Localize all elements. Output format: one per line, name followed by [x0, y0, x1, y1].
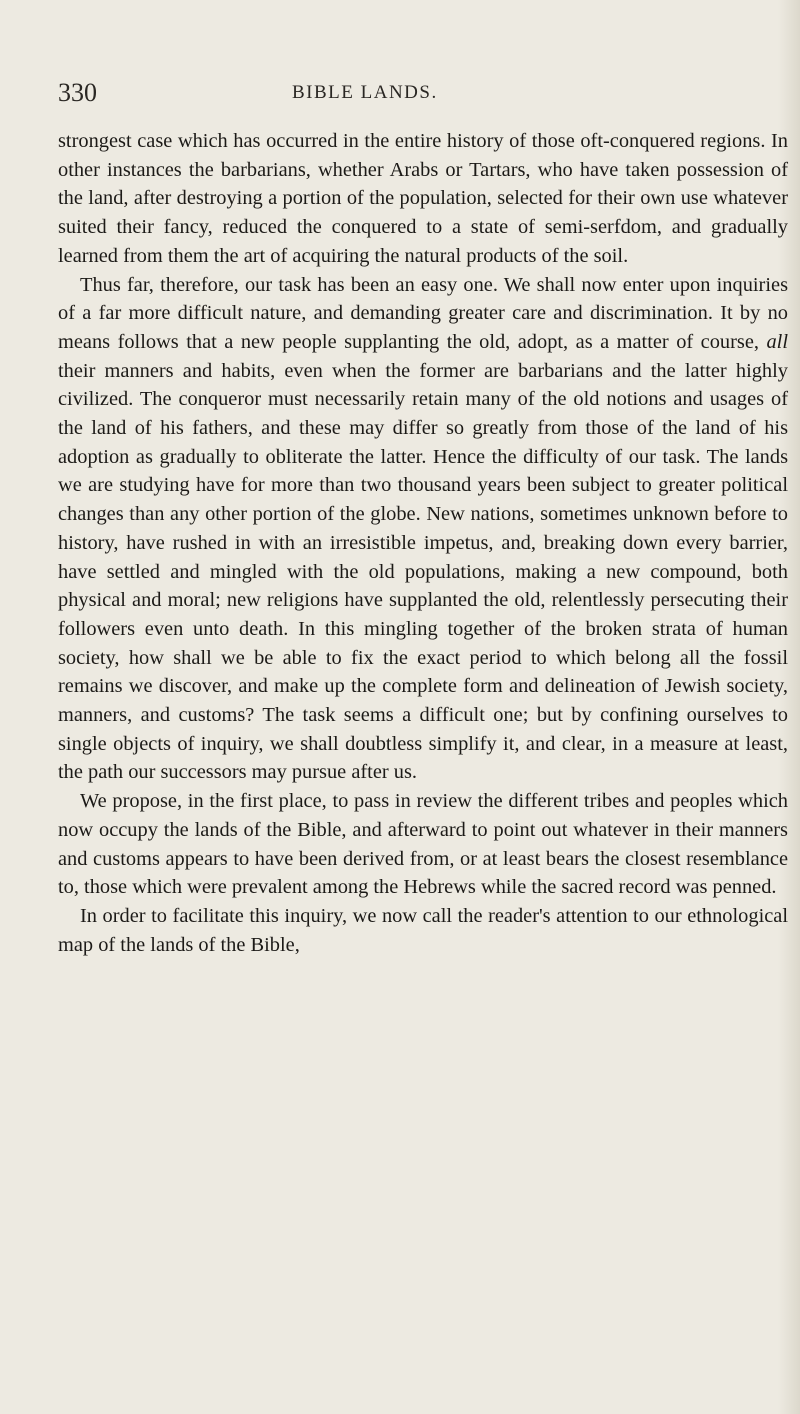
- paragraph-text: strongest case which has occurred in the entire history of those oft-conquered regions. In other instances the barbarians, whether Arabs or Tartars, who have taken possession of the land, after destroying a portion of the population, selected for their own use whatever suited their fancy, reduced the conquered to a state of semi-serfdom, and gradually learned from them the art of acquiring the natural products of the soil.: [58, 130, 788, 267]
- paragraph: [58, 787, 788, 902]
- paragraph-text: their manners and habits, even when the former are barbarians and the latter highly civilized. The conqueror must necessarily retain many of the old notions and usages of the land of his fathers, and these may differ so greatly from those of the land of his adoption as gradually to obliterate the latter. Hence the difficulty of our task. The lands we are studying have for more than two thousand years been subject to greater political changes than any other portion of the globe. New nations, sometimes unknown before to history, have rushed in with an irresistible impetus, and, breaking down every barrier, have settled and mingled with the old populations, making a new compound, both physical and moral; new religions have supplanted the old, relentlessly persecuting their followers even unto death. In this mingling together of the broken strata of human society, how shall we be able to fix the exact period to which belong all the fossil remains we discover, and make up the complete form and delineation of Jewish society, manners, and customs? The task seems a difficult one; but by confining ourselves to single objects of inquiry, we shall doubtless simplify it, and clear, in a measure at least, the path our successors may pursue after us.: [58, 359, 788, 784]
- body-text: [58, 127, 788, 959]
- paragraph: [58, 127, 788, 271]
- paragraph-text: In order to facilitate this inquiry, we now call the reader's attention to our ethnological map of the lands of the Bible,: [58, 904, 788, 956]
- paragraph: [58, 271, 788, 788]
- page-header: [58, 78, 758, 114]
- paragraph: [58, 902, 788, 959]
- paragraph-text: Thus far, therefore, our task has been an easy one. We shall now enter upon inquiries of a far more difficult nature, and demanding greater care and discrimination. It by no means follows that a new people supplanting the old, adopt, as a matter of course,: [58, 273, 788, 353]
- paragraph-text: We propose, in the first place, to pass in review the different tribes and peoples which now occupy the lands of the Bible, and afterward to point out whatever in their manners and customs appears to have been derived from, or at least bears the closest resemblance to, those which were prevalent among the Hebrews while the sacred record was penned.: [58, 790, 788, 899]
- page-number: 330: [58, 78, 97, 107]
- emphasized-word: all: [766, 330, 788, 353]
- running-head: BIBLE LANDS.: [292, 82, 438, 103]
